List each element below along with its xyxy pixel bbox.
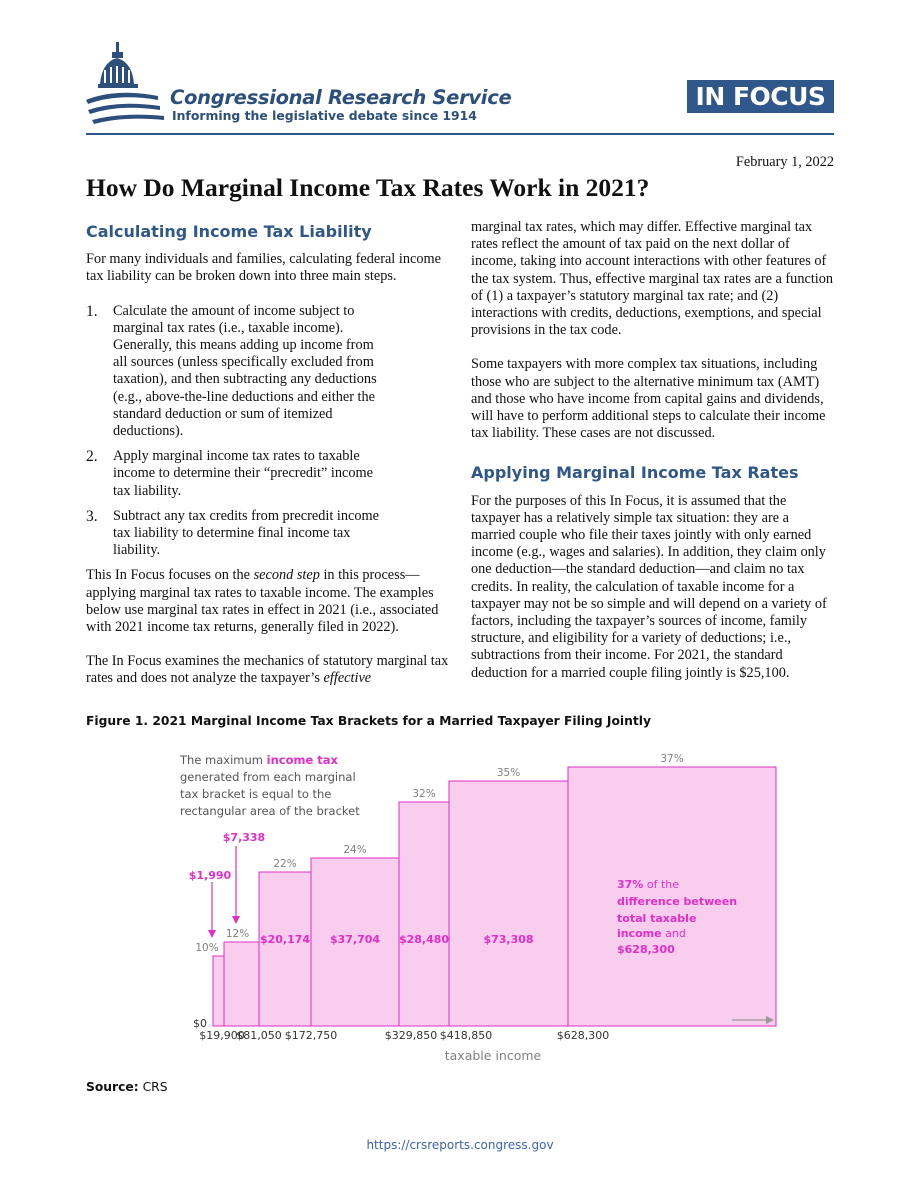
figure-source: Source: CRS	[86, 1080, 168, 1094]
figure-caption: Figure 1. 2021 Marginal Income Tax Brackets for a Married Taxpayer Filing Jointly	[86, 714, 652, 728]
bracket-arrows	[208, 846, 240, 938]
in-focus-badge: IN FOCUS	[687, 80, 834, 113]
x-tick-label: $418,850	[439, 1029, 493, 1042]
step-item	[86, 508, 450, 560]
step-item	[86, 448, 450, 500]
bracket-rate-label: 12%	[225, 928, 250, 940]
svg-text:difference between: difference between	[617, 895, 738, 908]
x-tick-label: $81,050	[236, 1029, 282, 1042]
x-tick-label: $628,300	[556, 1029, 610, 1042]
bracket-rate-label: 37%	[660, 753, 684, 765]
organization-tagline: Informing the legislative debate since 1914	[172, 108, 477, 123]
svg-text:tax bracket is equal to the: tax bracket is equal to the	[180, 787, 332, 801]
bracket-max-tax-label: $28,480	[398, 933, 450, 946]
page-title: How Do Marginal Income Tax Rates Work in 2021?	[86, 173, 650, 202]
x-tick-label: $19,900	[199, 1029, 245, 1042]
y-zero-label: $0	[193, 1017, 207, 1030]
assumptions-paragraph: For the purposes of this In Focus, it is assumed that the taxpayer has a relatively simple tax situation: they are a married couple who file their taxes jointly with only earned income (e.g., wages and salaries). In addition, they claim only one deduction—the standard deduction—and claim no tax credits. In reality, the calculation of taxable income for a taxpayer may not be so simple and will depend on a variety of factors, including the taxpayer’s sources of income, family structure, and eligibility for a variety of deductions; i.e., subtractions from their income. For 2021, the standard deduction for a married couple filing jointly is $25,100.	[471, 492, 827, 681]
bracket-max-tax-label: $20,174	[259, 933, 311, 946]
svg-text:$628,300: $628,300	[617, 943, 675, 956]
section-heading-applying: Applying Marginal Income Tax Rates	[471, 463, 799, 483]
right-column	[471, 219, 835, 699]
bracket-max-tax-label: $73,308	[483, 933, 534, 946]
chart-note	[179, 753, 360, 818]
step-number: 2.	[86, 448, 98, 466]
x-axis-label: taxable income	[444, 1048, 542, 1063]
bracket-max-tax-label: $1,990	[188, 869, 232, 882]
mechanics-paragraph: The In Focus examines the mechanics of statutory marginal tax rates and does not analyze the taxpayer’s effective	[86, 653, 449, 687]
publication-date: February 1, 2022	[735, 154, 834, 170]
intro-paragraph: For many individuals and families, calculating federal income tax liability can be broken down into three main steps.	[86, 251, 441, 285]
bracket-rate-label: 35%	[496, 767, 521, 779]
steps-list	[86, 303, 450, 560]
svg-text:The maximum income tax: The maximum income tax	[180, 753, 338, 767]
bracket-rate-label: 24%	[343, 844, 367, 856]
focus-paragraph: This In Focus focuses on the second step in this process—applying marginal tax rates to taxable income. The examples below use marginal tax rates in effect in 2021 (i.e., associated with 2021 income tax returns, generally filed in 2022).	[86, 567, 439, 636]
bracket-max-tax-label: $37,704	[329, 933, 381, 946]
bracket-rate-label: 32%	[412, 788, 436, 800]
svg-text:rectangular area of the bracke: rectangular area of the bracket	[180, 804, 360, 818]
svg-text:income and: income and	[617, 927, 686, 940]
effective-rates-paragraph: marginal tax rates, which may differ. Effective marginal tax rates reflect the amount of tax paid on the next dollar of income, taking into account interactions with other features of the tax system. Thus, effective marginal tax rates are a function of (1) a taxpayer’s statutory marginal tax rate; and (2) interactions with credits, deductions, exemptions, and special provisions in the tax code.	[471, 219, 834, 339]
bracket-bar-10	[213, 956, 224, 1026]
step-number: 3.	[86, 507, 98, 525]
x-tick-label: $172,750	[284, 1029, 338, 1042]
complex-situations-paragraph: Some taxpayers with more complex tax situations, including those who are subject to the alternative minimum tax (AMT) and those who have income from capital gains and dividends, will have to perform additional steps to calculate their income tax liability. These cases are not discussed.	[471, 356, 826, 442]
step-text: Apply marginal income tax rates to taxable income to determine their “precredit” income tax liability.	[113, 448, 374, 499]
footer-url-link[interactable]: https://crsreports.congress.gov	[366, 1138, 554, 1152]
step-text: Subtract any tax credits from precredit income tax liability to determine final income tax liability.	[113, 507, 379, 559]
section-heading-calculating: Calculating Income Tax Liability	[86, 222, 372, 241]
header-rule	[86, 133, 834, 135]
svg-text:37% of the: 37% of the	[617, 878, 679, 891]
bracket-rate-label: 22%	[273, 858, 297, 870]
x-tick-label: $329,850	[384, 1029, 438, 1042]
bracket-bar-22	[259, 872, 311, 1026]
step-number: 1.	[86, 302, 98, 320]
capitol-dome-logo	[86, 40, 166, 128]
tax-bracket-chart	[0, 740, 920, 1070]
bracket-rate-label: 10%	[195, 942, 219, 954]
bracket-bar-35	[449, 781, 568, 1026]
step-item	[86, 303, 450, 441]
organization-name: Congressional Research Service	[170, 86, 512, 109]
svg-text:generated from each marginal: generated from each marginal	[180, 770, 356, 784]
bracket-max-tax-label: $7,338	[222, 831, 266, 844]
left-column	[86, 219, 450, 705]
bracket-bar-12	[224, 942, 259, 1026]
svg-text:total taxable: total taxable	[617, 912, 697, 925]
bracket-bar-32	[399, 802, 449, 1026]
step-text: Calculate the amount of income subject to marginal tax rates (i.e., taxable income). Generally, this means adding up income from all sources (unless specifically excluded from taxation), and then subtracting any deductions (e.g., above-the-line deductions and either the standard deduction or sum of itemized deductions).	[113, 302, 377, 440]
